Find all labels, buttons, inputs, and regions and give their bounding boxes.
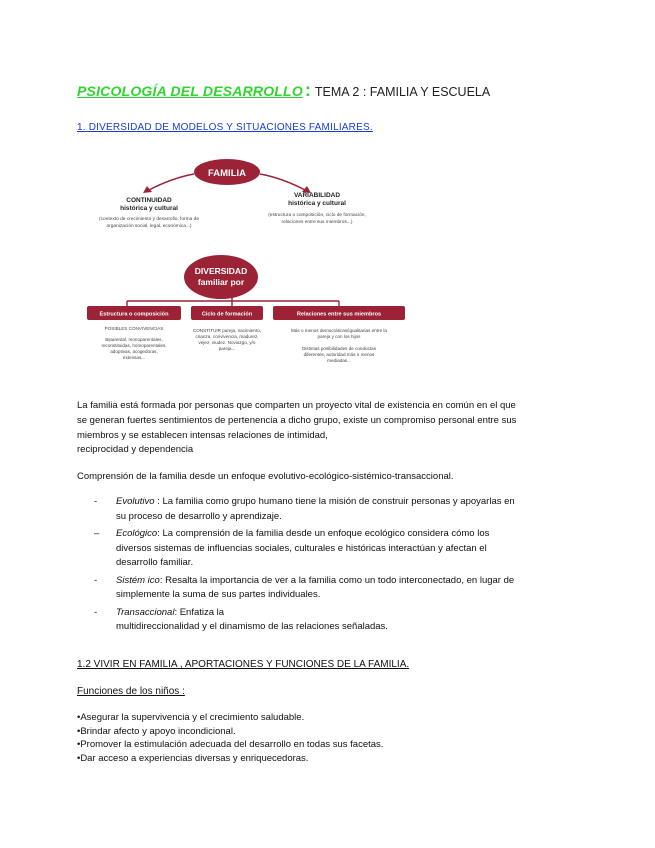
box-relaciones-detail-4: diferentes, autoridad más o menos xyxy=(303,352,375,357)
functions-heading: Funciones de los niños : xyxy=(77,686,185,697)
variabilidad-subtitle: histórica y cultural xyxy=(288,200,346,207)
variabilidad-title: VARIABILIDAD xyxy=(293,192,341,199)
bullet-term: Evolutivo xyxy=(116,496,155,507)
box-ciclo-detail-1: CONSTITUIR pareja, nacimiento, xyxy=(192,328,262,333)
familia-node-label: FAMILIA xyxy=(208,168,246,179)
arrow-right xyxy=(260,174,305,190)
definition-line-2: se generan fuertes sentimientos de pertenencia a dicho grupo, existe un compromiso personal entre sus xyxy=(77,415,517,426)
bullet-dash: - xyxy=(94,574,98,586)
definition-line-3: miembros y se establecen intensas relaciones de intimidad, xyxy=(77,430,328,441)
continuidad-detail-2: organización social, legal, económica...) xyxy=(106,224,192,229)
definition-line-1: La familia está formada por personas que comparten un proyecto vital de existencia en común en el que xyxy=(77,400,516,411)
bullet-ecologico xyxy=(94,527,584,571)
title-colon: : xyxy=(304,80,311,100)
bullet-text: simplemente la suma de sus partes individuales. xyxy=(116,589,321,600)
title-subject: PSICOLOGÍA DEL DESARROLLO xyxy=(77,83,303,99)
box-relaciones-detail-5: mediadas... xyxy=(327,358,351,363)
bullet-evolutivo xyxy=(94,495,584,524)
box-estructura-detail-4: extensas... xyxy=(122,355,146,360)
box-estructura-detail-1: Biparental, monoparentales, xyxy=(105,337,163,342)
diversidad-node-line1: DIVERSIDAD xyxy=(194,266,248,276)
function-item: •Asegurar la supervivencia y el crecimiento saludable. xyxy=(77,712,305,723)
bullet-term: Transaccional xyxy=(116,606,175,618)
bullet-text: : Resalta la importancia de ver a la familia como un todo interconectado, en lugar de xyxy=(159,574,515,586)
variabilidad-detail-2: relaciones entre sus miembros...) xyxy=(281,220,353,225)
title-topic: TEMA 2 : FAMILIA Y ESCUELA xyxy=(314,85,491,99)
bullet-text: : La familia como grupo humano tiene la misión de construir personas y apoyarlas en xyxy=(154,496,515,507)
variabilidad-detail-1: (estructura o composición, ciclo de formación, xyxy=(268,213,366,218)
box-ciclo-detail-4: pareja... xyxy=(218,346,236,351)
function-item: •Dar acceso a experiencias diversas y enriquecedoras. xyxy=(77,752,309,764)
bullet-text: desarrollo familiar. xyxy=(116,557,194,568)
box-estructura-sub: POSIBLES CONVIVENCIAS xyxy=(104,326,164,331)
diversidad-node-line2: familiar por xyxy=(197,277,245,287)
function-item: •Promover la estimulación adecuada del desarrollo en todas sus facetas. xyxy=(77,739,384,750)
arrow-left xyxy=(149,174,194,190)
box-estructura-label: Estructura o composición xyxy=(99,311,169,318)
box-ciclo-label: Ciclo de formación xyxy=(201,311,253,318)
definition-paragraph xyxy=(77,398,577,457)
box-ciclo-detail-2: crianza, convivencia, madurez, xyxy=(195,334,259,339)
section2-heading: 1.2 VIVIR EN FAMILIA , APORTACIONES Y FUNCIONES DE LA FAMILIA. xyxy=(77,659,410,670)
functions-list xyxy=(77,711,383,765)
bullet-transaccional xyxy=(94,606,584,635)
continuidad-subtitle: histórica y cultural xyxy=(120,205,178,212)
box-estructura-detail-3: adoptivas, acogedoras, xyxy=(110,349,158,354)
box-ciclo-detail-3: vejez, viudez. Noviazgo, y/o xyxy=(198,340,256,345)
page-title xyxy=(77,80,490,101)
bullet-sistemico xyxy=(94,574,584,603)
bullet-text: multidireccionalidad y el dinamismo de las relaciones señaladas. xyxy=(116,621,388,632)
box-relaciones-detail-3: Distintas posibilidades de conductas xyxy=(301,346,377,351)
continuidad-title: CONTINUIDAD xyxy=(126,197,172,204)
bullet-text: : La comprensión de la familia desde un enfoque ecológico considera cómo los xyxy=(157,528,490,539)
section1-heading-link[interactable]: 1. DIVERSIDAD DE MODELOS Y SITUACIONES FAMILIARES. xyxy=(77,122,373,133)
box-estructura-detail-2: reconstituidas, homoparentales, xyxy=(101,343,167,348)
function-item: •Brindar afecto y apoyo incondicional. xyxy=(77,725,236,737)
approach-bullet-list xyxy=(94,495,584,638)
bullet-term: Sistém ico xyxy=(116,574,160,586)
bullet-dash: - xyxy=(94,606,98,618)
bullet-dash: - xyxy=(94,496,98,507)
approach-paragraph: Comprensión de la familia desde un enfoque evolutivo-ecológico-sistémico-transaccional. xyxy=(77,471,454,482)
bullet-text: su proceso de desarrollo y aprendizaje. xyxy=(116,510,282,522)
bullet-text: : Enfatiza la xyxy=(174,606,225,618)
bullet-term: Ecológico xyxy=(116,528,158,539)
box-relaciones-label: Relaciones entre sus miembros xyxy=(296,311,382,318)
family-diversity-diagram xyxy=(77,150,417,380)
bullet-text: diversos sistemas de influencias sociales, culturales e históricas interactúan y afectan el xyxy=(116,542,487,554)
continuidad-detail-1: (contexto de crecimiento y desarrollo, forma de xyxy=(99,217,199,222)
box-relaciones-detail-2: pareja y con los hijos xyxy=(317,334,361,339)
definition-line-4: reciprocidad y dependencia xyxy=(77,444,194,455)
bullet-dash: – xyxy=(94,528,100,539)
box-relaciones-detail-1: Más o menos democráticas/igualitarias entre la xyxy=(290,328,388,333)
